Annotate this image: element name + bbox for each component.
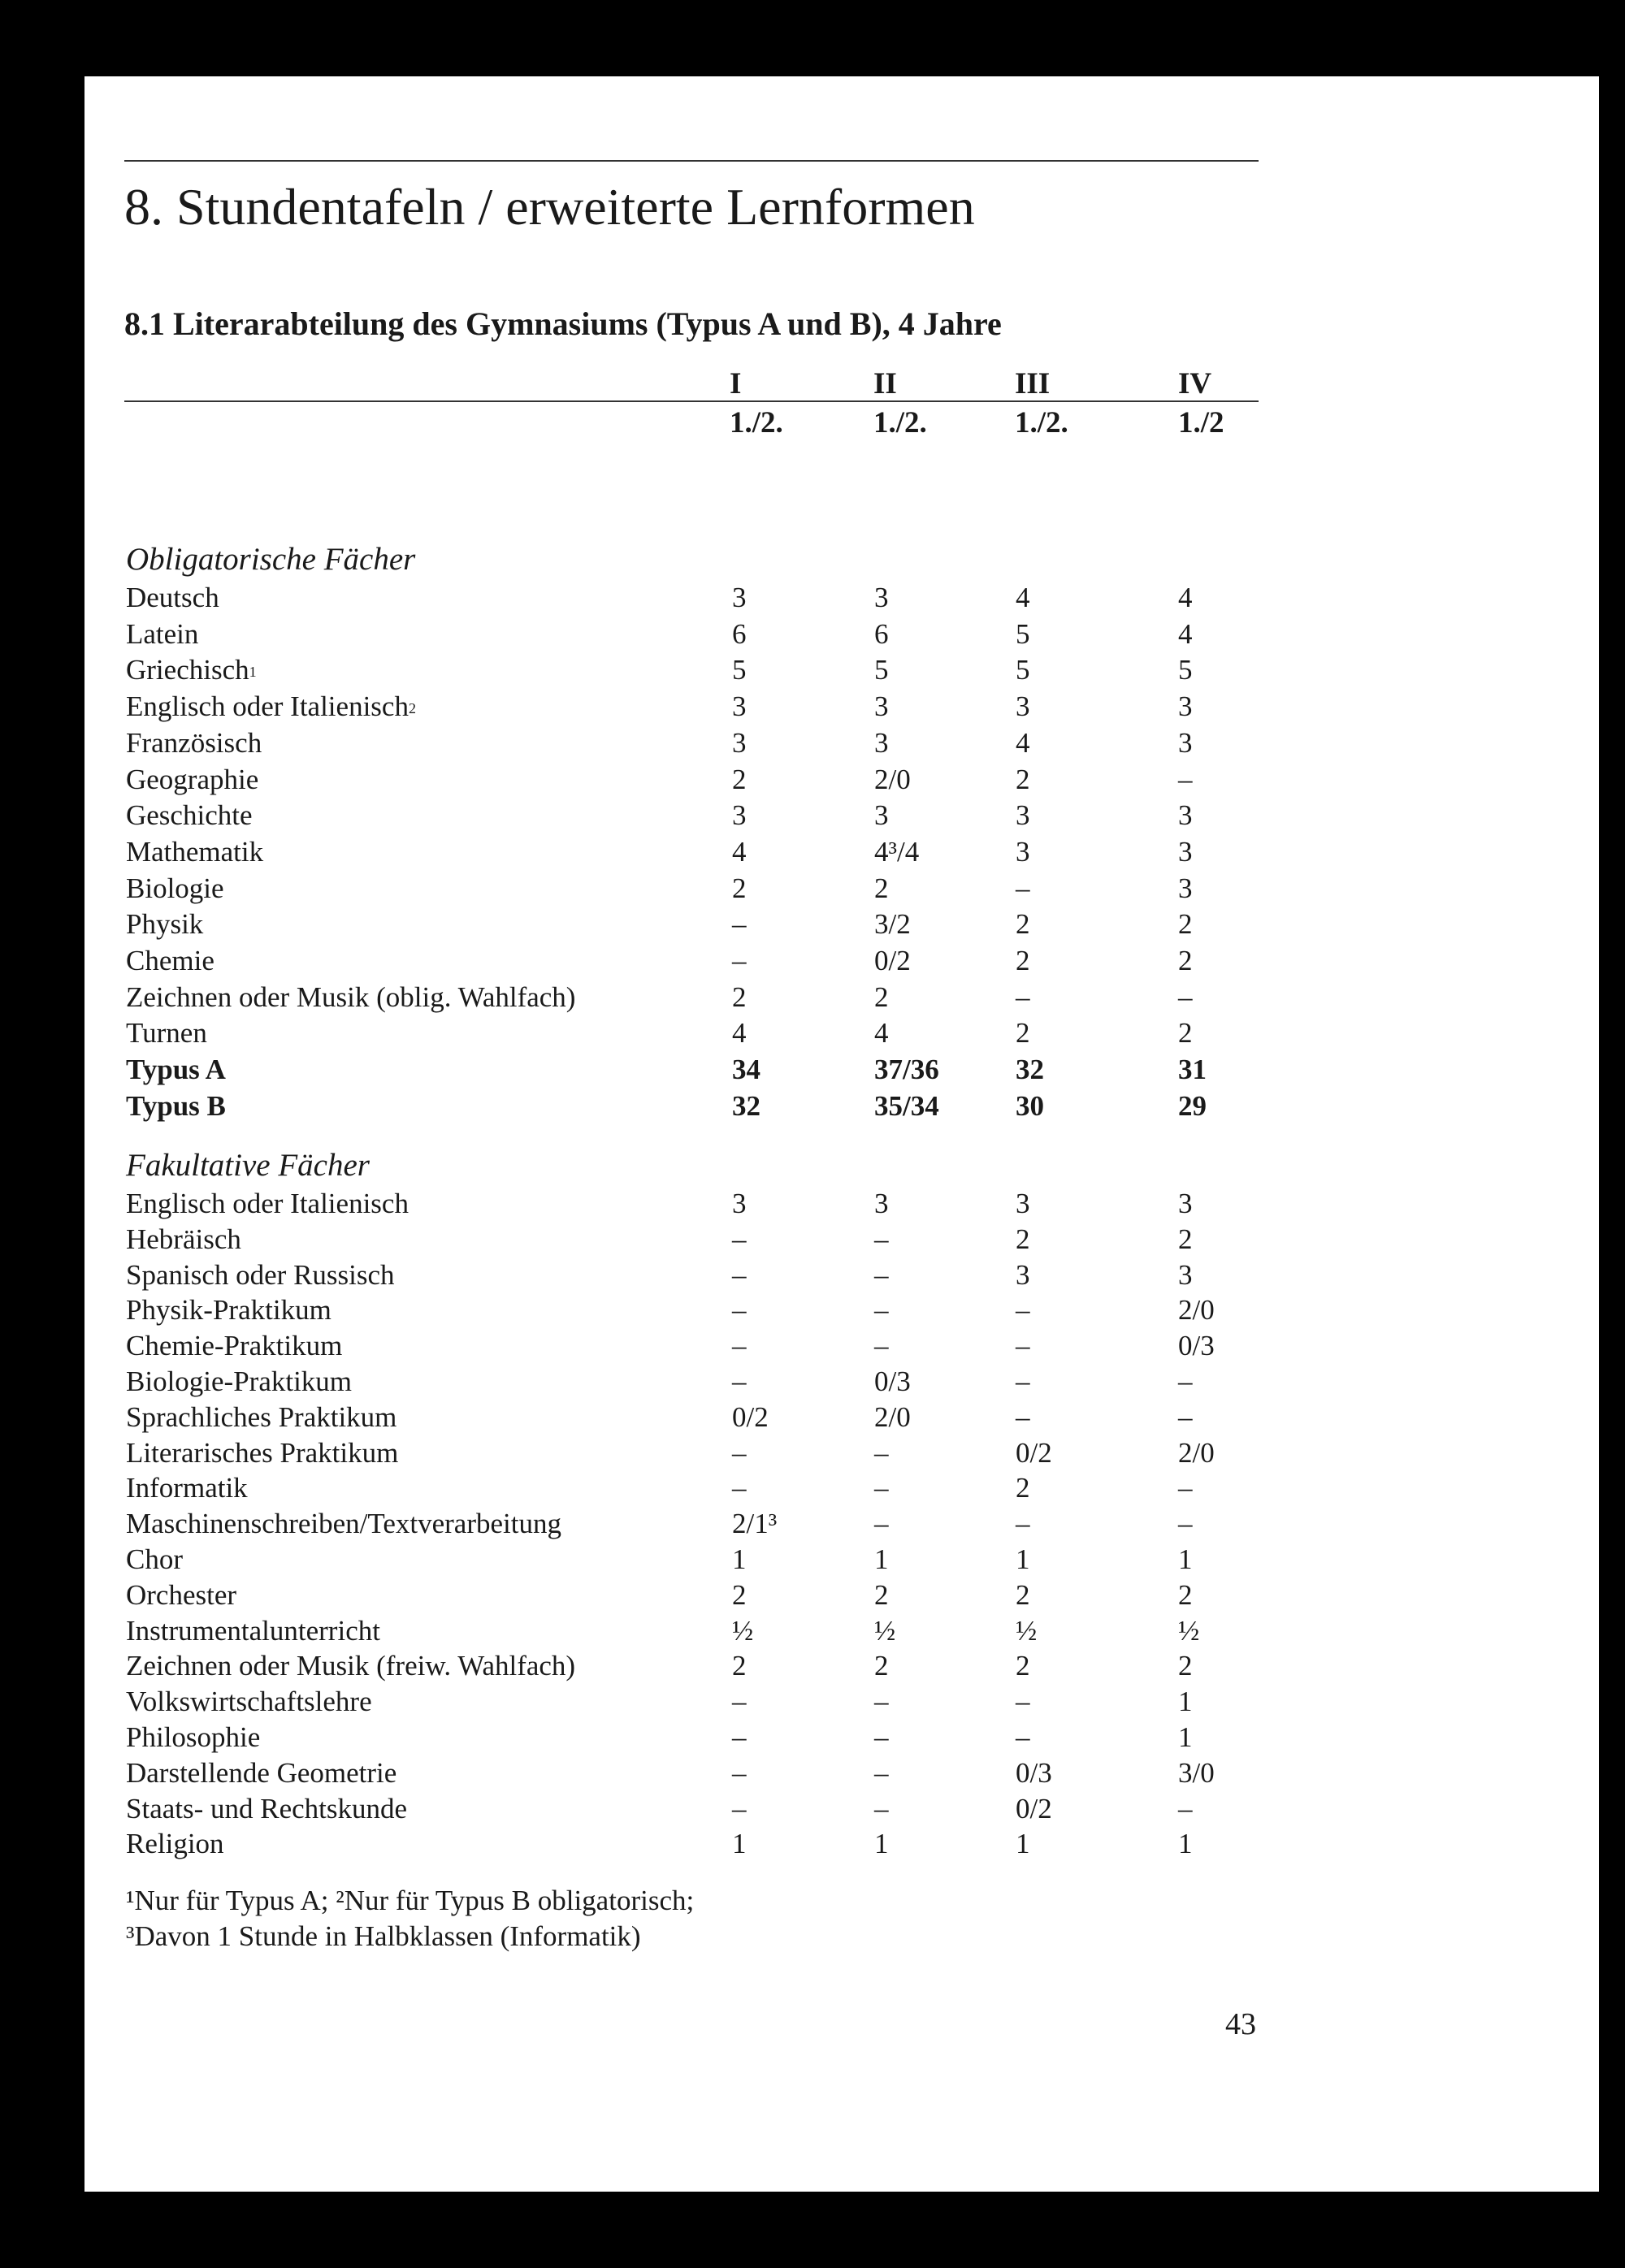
hours-cell: 2/0 bbox=[1178, 1437, 1215, 1469]
hours-cell: – bbox=[1178, 1472, 1193, 1504]
hours-cell: 4 bbox=[874, 1017, 889, 1049]
table-row bbox=[0, 907, 1625, 942]
hours-cell: – bbox=[732, 1721, 747, 1753]
hours-cell: – bbox=[1016, 1721, 1030, 1753]
table-row bbox=[0, 1578, 1625, 1613]
hours-cell: 3 bbox=[1178, 727, 1193, 759]
hours-cell: 1 bbox=[1178, 1543, 1193, 1575]
table-row bbox=[0, 1506, 1625, 1542]
hours-cell: – bbox=[732, 1757, 747, 1789]
hours-cell: – bbox=[1016, 1366, 1030, 1397]
hours-cell: 5 bbox=[1016, 654, 1030, 686]
table-row bbox=[0, 834, 1625, 870]
hours-cell: 1 bbox=[1016, 1543, 1030, 1575]
footnote-marker: 1 bbox=[249, 664, 257, 680]
hours-cell: 2 bbox=[1178, 908, 1193, 940]
subject-name: Geschichte bbox=[126, 799, 253, 831]
table-row bbox=[0, 943, 1625, 979]
hours-cell: 2 bbox=[732, 981, 747, 1013]
section-title: 8.1 Literarabteilung des Gymnasiums (Typus A und B), 4 Jahre bbox=[124, 305, 1002, 342]
table-row bbox=[0, 980, 1625, 1015]
hours-cell: 3 bbox=[874, 727, 889, 759]
col-header-semester-2: 1./2. bbox=[873, 406, 927, 439]
hours-cell: – bbox=[874, 1330, 889, 1361]
hours-cell: – bbox=[1016, 1294, 1030, 1326]
hours-cell: 4 bbox=[1178, 618, 1193, 650]
hours-cell: – bbox=[732, 1330, 747, 1361]
hours-cell: 0/3 bbox=[1178, 1330, 1215, 1361]
hours-cell: 2 bbox=[1178, 945, 1193, 976]
hours-cell: ½ bbox=[732, 1615, 754, 1647]
hours-cell: 2 bbox=[732, 764, 747, 795]
hours-cell: 2/1³ bbox=[732, 1508, 778, 1539]
table-row bbox=[0, 1542, 1625, 1578]
table-row bbox=[0, 617, 1625, 652]
hours-cell: – bbox=[732, 1472, 747, 1504]
table-row bbox=[0, 798, 1625, 833]
table-row bbox=[0, 1648, 1625, 1684]
table-row bbox=[0, 762, 1625, 798]
hours-cell: – bbox=[1016, 1401, 1030, 1433]
hours-cell: 2/0 bbox=[874, 1401, 911, 1433]
hours-cell: 4 bbox=[1016, 727, 1030, 759]
hours-cell: 2 bbox=[1178, 1579, 1193, 1611]
hours-cell: 37/36 bbox=[874, 1054, 939, 1085]
hours-cell: 4³/4 bbox=[874, 836, 920, 868]
hours-cell: 4 bbox=[732, 836, 747, 868]
hours-cell: 0/2 bbox=[732, 1401, 769, 1433]
hours-cell: 2 bbox=[1016, 945, 1030, 976]
hours-cell: 3 bbox=[1178, 1259, 1193, 1291]
hours-cell: 2 bbox=[1016, 1472, 1030, 1504]
hours-cell: 3 bbox=[1178, 872, 1193, 904]
hours-cell: 3 bbox=[1016, 836, 1030, 868]
hours-cell: ½ bbox=[1016, 1615, 1038, 1647]
footnote-marker: 2 bbox=[408, 700, 416, 716]
hours-cell: – bbox=[732, 1793, 747, 1824]
hours-cell: 2 bbox=[732, 1579, 747, 1611]
subject-name: Geographie bbox=[126, 764, 259, 795]
table-row bbox=[0, 1400, 1625, 1435]
hours-cell: 3 bbox=[732, 727, 747, 759]
table-row bbox=[0, 1826, 1625, 1862]
table-row bbox=[0, 1186, 1625, 1222]
hours-cell: 1 bbox=[732, 1828, 747, 1859]
hours-cell: 5 bbox=[874, 654, 889, 686]
hours-cell: 3 bbox=[1178, 690, 1193, 722]
hours-cell: 1 bbox=[732, 1543, 747, 1575]
hours-cell: – bbox=[732, 1294, 747, 1326]
subject-name: Hebräisch bbox=[126, 1223, 241, 1255]
subject-name: Philosophie bbox=[126, 1721, 261, 1753]
hours-cell: 3 bbox=[874, 1188, 889, 1219]
hours-cell: 0/2 bbox=[1016, 1437, 1052, 1469]
table-row bbox=[0, 1089, 1625, 1124]
hours-cell: 2 bbox=[1016, 1223, 1030, 1255]
subject-name: Englisch oder Italienisch bbox=[126, 1188, 409, 1219]
hours-cell: 2 bbox=[1016, 1017, 1030, 1049]
hours-cell: 4 bbox=[732, 1017, 747, 1049]
hours-cell: – bbox=[732, 1259, 747, 1291]
hours-cell: – bbox=[1178, 1508, 1193, 1539]
subject-name: Chemie bbox=[126, 945, 214, 976]
subject-name: Typus B bbox=[126, 1090, 226, 1122]
hours-cell: – bbox=[1016, 872, 1030, 904]
col-header-semester-1: 1./2. bbox=[730, 406, 783, 439]
table-row bbox=[0, 1435, 1625, 1471]
hours-cell: – bbox=[732, 1366, 747, 1397]
hours-cell: 3/0 bbox=[1178, 1757, 1215, 1789]
hours-cell: – bbox=[732, 1686, 747, 1717]
subject-name: Biologie-Praktikum bbox=[126, 1366, 353, 1397]
hours-cell: 6 bbox=[874, 618, 889, 650]
top-rule bbox=[124, 160, 1259, 162]
col-header-year-3: III bbox=[1015, 367, 1051, 400]
hours-cell: 2 bbox=[1016, 908, 1030, 940]
col-header-year-2: II bbox=[873, 367, 897, 400]
table-row bbox=[0, 1292, 1625, 1328]
subject-name: Mathematik bbox=[126, 836, 264, 868]
subject-name: Staats- und Rechtskunde bbox=[126, 1793, 408, 1824]
hours-cell: – bbox=[1178, 764, 1193, 795]
hours-cell: 3 bbox=[732, 1188, 747, 1219]
hours-cell: – bbox=[874, 1223, 889, 1255]
hours-cell: 1 bbox=[1178, 1721, 1193, 1753]
hours-cell: 2/0 bbox=[874, 764, 911, 795]
hours-cell: – bbox=[874, 1721, 889, 1753]
subject-name: Typus A bbox=[126, 1054, 226, 1085]
hours-cell: 3 bbox=[874, 582, 889, 613]
hours-cell: 30 bbox=[1016, 1090, 1044, 1122]
hours-cell: 2 bbox=[1016, 764, 1030, 795]
hours-cell: 5 bbox=[1016, 618, 1030, 650]
hours-cell: 3 bbox=[1178, 836, 1193, 868]
header-rule bbox=[124, 400, 1259, 402]
table-row bbox=[0, 1257, 1625, 1293]
hours-cell: ½ bbox=[874, 1615, 896, 1647]
hours-cell: 1 bbox=[1178, 1686, 1193, 1717]
subject-name: Instrumentalunterricht bbox=[126, 1615, 380, 1647]
hours-cell: 4 bbox=[1178, 582, 1193, 613]
hours-cell: 2 bbox=[1016, 1650, 1030, 1682]
table-row bbox=[0, 1052, 1625, 1088]
page-number: 43 bbox=[1225, 2007, 1256, 2041]
subject-name: Literarisches Praktikum bbox=[126, 1437, 399, 1469]
subject-name: Spanisch oder Russisch bbox=[126, 1259, 395, 1291]
chapter-title: 8. Stundentafeln / erweiterte Lernformen bbox=[124, 178, 975, 236]
hours-cell: 3 bbox=[874, 799, 889, 831]
subject-name: Informatik bbox=[126, 1472, 248, 1504]
hours-cell: – bbox=[732, 945, 747, 976]
subject-name: Zeichnen oder Musik (freiw. Wahlfach) bbox=[126, 1650, 576, 1682]
hours-cell: 32 bbox=[1016, 1054, 1044, 1085]
hours-cell: – bbox=[1016, 1686, 1030, 1717]
subject-name: Englisch oder Italienisch$^2$ bbox=[126, 690, 416, 722]
hours-cell: 34 bbox=[732, 1054, 760, 1085]
subject-name: Chor bbox=[126, 1543, 183, 1575]
subject-name: Französisch bbox=[126, 727, 262, 759]
footnote-line-2: ³Davon 1 Stunde in Halbklassen (Informatik) bbox=[126, 1920, 641, 1952]
table-row bbox=[0, 1470, 1625, 1506]
hours-cell: 2 bbox=[1016, 1579, 1030, 1611]
hours-cell: 3 bbox=[1016, 799, 1030, 831]
hours-cell: 0/3 bbox=[874, 1366, 911, 1397]
table-row bbox=[0, 689, 1625, 725]
hours-cell: – bbox=[1016, 1508, 1030, 1539]
hours-cell: 2 bbox=[732, 1650, 747, 1682]
table-row bbox=[0, 1613, 1625, 1649]
subject-name: Zeichnen oder Musik (oblig. Wahlfach) bbox=[126, 981, 576, 1013]
hours-cell: – bbox=[1178, 1401, 1193, 1433]
hours-cell: 2 bbox=[874, 1650, 889, 1682]
hours-cell: – bbox=[874, 1793, 889, 1824]
subject-name: Chemie-Praktikum bbox=[126, 1330, 343, 1361]
footnotes bbox=[126, 1883, 694, 1954]
table-row bbox=[0, 1364, 1625, 1400]
hours-cell: 2 bbox=[874, 981, 889, 1013]
subject-name: Orchester bbox=[126, 1579, 237, 1611]
hours-cell: 2 bbox=[1178, 1223, 1193, 1255]
subject-name: Biologie bbox=[126, 872, 224, 904]
hours-cell: 3/2 bbox=[874, 908, 911, 940]
col-header-year-1: I bbox=[730, 367, 742, 400]
hours-cell: 1 bbox=[1178, 1828, 1193, 1859]
subject-name: Darstellende Geometrie bbox=[126, 1757, 397, 1789]
table-row bbox=[0, 725, 1625, 761]
hours-cell: 1 bbox=[1016, 1828, 1030, 1859]
subject-name: Sprachliches Praktikum bbox=[126, 1401, 397, 1433]
hours-cell: 2 bbox=[874, 1579, 889, 1611]
subject-name: Deutsch bbox=[126, 582, 219, 613]
subject-name: Maschinenschreiben/Textverarbeitung bbox=[126, 1508, 561, 1539]
hours-cell: ½ bbox=[1178, 1615, 1200, 1647]
table-row bbox=[0, 1791, 1625, 1827]
hours-cell: – bbox=[874, 1686, 889, 1717]
hours-cell: 3 bbox=[874, 690, 889, 722]
hours-cell: – bbox=[874, 1757, 889, 1789]
hours-cell: – bbox=[874, 1294, 889, 1326]
hours-cell: 1 bbox=[874, 1543, 889, 1575]
hours-cell: 31 bbox=[1178, 1054, 1207, 1085]
hours-cell: 3 bbox=[1178, 799, 1193, 831]
hours-cell: 3 bbox=[732, 582, 747, 613]
hours-cell: 0/2 bbox=[874, 945, 911, 976]
hours-cell: – bbox=[874, 1472, 889, 1504]
hours-cell: 6 bbox=[732, 618, 747, 650]
hours-cell: 4 bbox=[1016, 582, 1030, 613]
subject-name: Turnen bbox=[126, 1017, 207, 1049]
hours-cell: 2 bbox=[1178, 1017, 1193, 1049]
document-page bbox=[84, 76, 1599, 2192]
hours-cell: – bbox=[1178, 1366, 1193, 1397]
hours-cell: – bbox=[732, 1223, 747, 1255]
table-row bbox=[0, 580, 1625, 616]
subject-name: Physik-Praktikum bbox=[126, 1294, 332, 1326]
hours-cell: 29 bbox=[1178, 1090, 1207, 1122]
hours-cell: 2 bbox=[1178, 1650, 1193, 1682]
hours-cell: 5 bbox=[732, 654, 747, 686]
table-row bbox=[0, 1755, 1625, 1791]
footnote-line-1: ¹Nur für Typus A; ²Nur für Typus B obligatorisch; bbox=[126, 1885, 695, 1916]
hours-cell: 3 bbox=[1016, 690, 1030, 722]
hours-cell: – bbox=[732, 908, 747, 940]
hours-cell: 0/2 bbox=[1016, 1793, 1052, 1824]
hours-cell: – bbox=[1016, 1330, 1030, 1361]
hours-cell: – bbox=[1178, 1793, 1193, 1824]
hours-cell: 3 bbox=[1178, 1188, 1193, 1219]
subject-name: Religion bbox=[126, 1828, 224, 1859]
hours-cell: 3 bbox=[1016, 1188, 1030, 1219]
hours-cell: – bbox=[874, 1259, 889, 1291]
hours-cell: 3 bbox=[732, 799, 747, 831]
hours-cell: 32 bbox=[732, 1090, 760, 1122]
hours-cell: 0/3 bbox=[1016, 1757, 1052, 1789]
table-row bbox=[0, 652, 1625, 688]
hours-cell: – bbox=[1178, 981, 1193, 1013]
hours-cell: – bbox=[874, 1437, 889, 1469]
hours-cell: 2 bbox=[732, 872, 747, 904]
obligatory-group-title: Obligatorische Fächer bbox=[126, 542, 416, 577]
table-row bbox=[0, 1328, 1625, 1364]
optional-group-title: Fakultative Fächer bbox=[126, 1148, 370, 1183]
subject-name: Physik bbox=[126, 908, 204, 940]
table-row bbox=[0, 1684, 1625, 1720]
hours-cell: – bbox=[1016, 981, 1030, 1013]
col-header-semester-4: 1./2 bbox=[1178, 406, 1224, 439]
hours-cell: 2 bbox=[874, 872, 889, 904]
hours-cell: 1 bbox=[874, 1828, 889, 1859]
subject-name: Latein bbox=[126, 618, 199, 650]
table-row bbox=[0, 1222, 1625, 1257]
col-header-semester-3: 1./2. bbox=[1015, 406, 1068, 439]
table-row bbox=[0, 871, 1625, 907]
subject-name: Griechisch$^1$ bbox=[126, 654, 257, 686]
subject-name: Volkswirtschaftslehre bbox=[126, 1686, 372, 1717]
hours-cell: – bbox=[874, 1508, 889, 1539]
hours-cell: 35/34 bbox=[874, 1090, 939, 1122]
hours-cell: 3 bbox=[1016, 1259, 1030, 1291]
hours-cell: 2/0 bbox=[1178, 1294, 1215, 1326]
col-header-year-4: IV bbox=[1178, 367, 1212, 400]
hours-cell: 3 bbox=[732, 690, 747, 722]
table-row bbox=[0, 1720, 1625, 1755]
hours-cell: – bbox=[732, 1437, 747, 1469]
table-row bbox=[0, 1015, 1625, 1051]
hours-cell: 5 bbox=[1178, 654, 1193, 686]
